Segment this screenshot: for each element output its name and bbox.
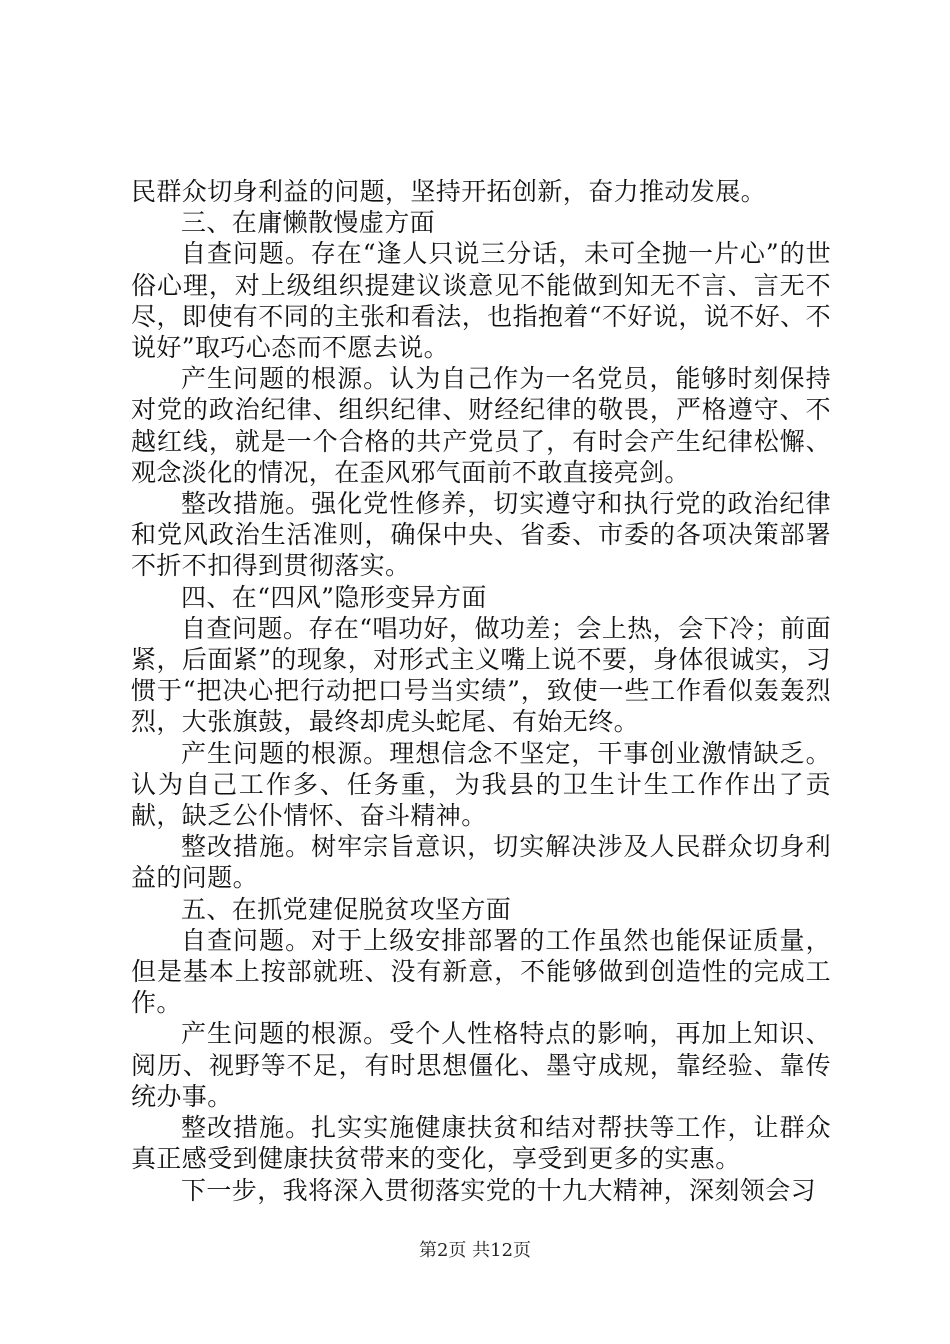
paragraph-rectification-3: 整改措施。强化党性修养，切实遵守和执行党的政治纪律和党风政治生活准则，确保中央、省委、市委的各项决策部署不折不扣得到贯彻落实。 [131, 489, 831, 581]
paragraph-self-check-3: 自查问题。存在“逢人只说三分话，未可全抛一片心”的世俗心理，对上级组织提建议谈意见不能做到知无不言、言无不尽，即使有不同的主张和看法，也指抱着“不好说，说不好、不说好”取巧心态而不愿去说。 [131, 239, 831, 363]
paragraph-self-check-5: 自查问题。对于上级安排部署的工作虽然也能保证质量，但是基本上按部就班、没有新意，不能够做到创造性的完成工作。 [131, 925, 831, 1018]
section-heading-5: 五、在抓党建促脱贫攻坚方面 [181, 894, 512, 924]
paragraph-root-cause-4: 产生问题的根源。理想信念不坚定，干事创业激情缺乏。认为自己工作多、任务重，为我县的卫生计生工作作出了贡献，缺乏公仆情怀、奋斗精神。 [131, 738, 831, 831]
paragraph-root-cause-3: 产生问题的根源。认为自己作为一名党员，能够时刻保持对党的政治纪律、组织纪律、财经纪律的敬畏，严格遵守、不越红线，就是一个合格的共产党员了，有时会产生纪律松懈、观念淡化的情况，在歪风邪气面前不敢直接亮剑。 [131, 364, 831, 487]
paragraph-self-check-4: 自查问题。存在“唱功好，做功差；会上热，会下冷；前面紧，后面紧”的现象，对形式主义嘴上说不要，身体很诚实，习惯于“把决心把行动把口号当实绩”，致使一些工作看似轰轰烈烈，大张旗鼓，最终却虎头蛇尾、有始无终。 [131, 613, 831, 737]
paragraph-rectification-4: 整改措施。树牢宗旨意识，切实解决涉及人民群众切身利益的问题。 [131, 832, 831, 893]
paragraph-next-step: 下一步，我将深入贯彻落实党的十九大精神，深刻领会习 [181, 1175, 817, 1205]
document-body [131, 176, 831, 1206]
page-footer [0, 1240, 950, 1262]
paragraph-rectification-5: 整改措施。扎实实施健康扶贫和结对帮扶等工作，让群众真正感受到健康扶贫带来的变化，享受到更多的实惠。 [131, 1113, 831, 1174]
section-heading-3: 三、在庸懒散慢虚方面 [181, 208, 436, 238]
paragraph-root-cause-5: 产生问题的根源。受个人性格特点的影响，再加上知识、阅历、视野等不足，有时思想僵化、墨守成规，靠经验、靠传统办事。 [131, 1019, 831, 1111]
page-number-label: 第2页 共12页 [418, 1240, 532, 1261]
section-heading-4: 四、在“四风”隐形变异方面 [181, 582, 487, 612]
paragraph-continuation: 民群众切身利益的问题，坚持开拓创新，奋力推动发展。 [131, 177, 767, 206]
